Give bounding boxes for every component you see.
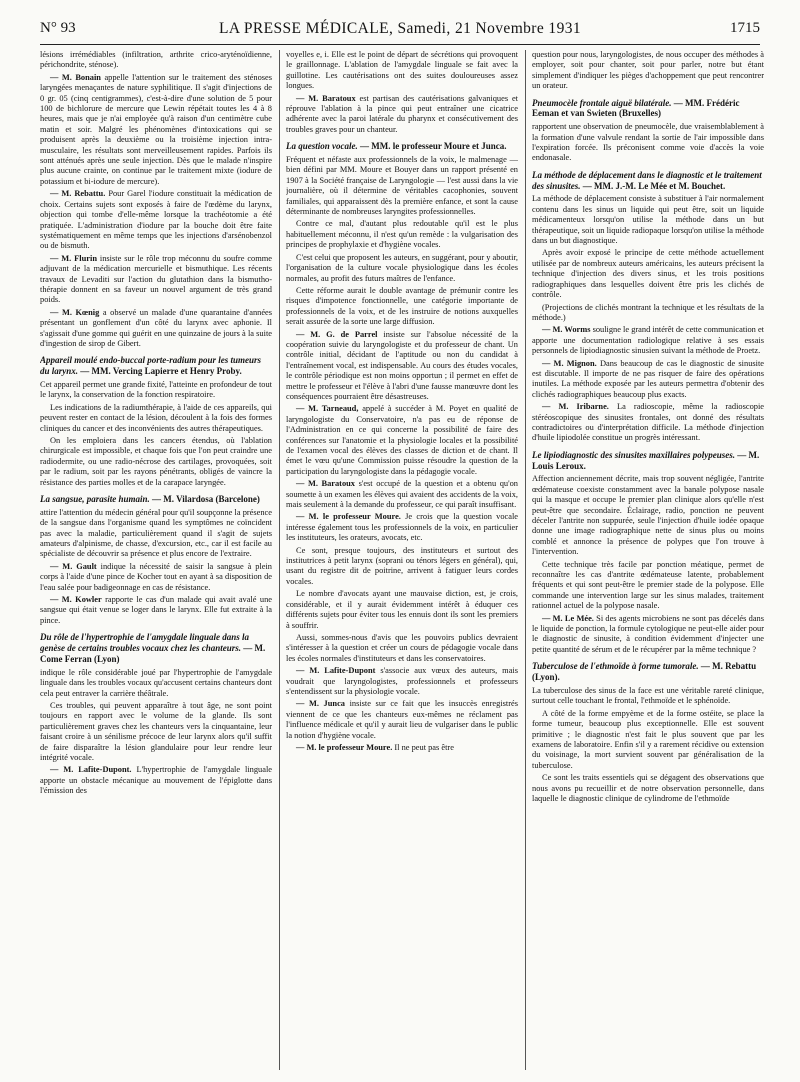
paragraph	[532, 773, 764, 804]
paragraph-text: rapporte le cas d'un malade qui avait avalé une sangsue qui était venue se loger dans le larynx. Elle fut extraite à la pince.	[40, 595, 272, 625]
speaker-name: — M. Rebattu.	[50, 189, 106, 199]
paragraph-text: L'hypertrophie de l'amygdale linguale apporte un obstacle mécanique au mouvement de l'épiglotte dans l'émission des	[40, 765, 272, 796]
section-title: La question vocale.	[286, 141, 358, 152]
paragraph	[286, 155, 518, 217]
paragraph-text: insiste sur le rôle trop méconnu du soufre comme adjuvant de la médication mercurielle et bismuthique. Les récents travaux de Levaditi sur l'action du glutathion dans la bismutho-thérapie donnent en sa faveur un nouvel argument de très grand poids.	[40, 253, 272, 305]
paragraph-text: Si des agents microbiens ne sont pas décelés dans le liquide de ponction, la formule cytologique ne peut-elle aider pour le diagnostic de sinusite, à condition évidemment d'injecter une petite quantité de sérum et de le récupérer par la même technique ?	[532, 613, 764, 654]
paragraph-text: Cette réforme aurait le double avantage de prémunir contre les risques d'impotence fonctionnelle, une catégorie importante de professionnels de la voix, et de les instruire de notions auxquelles serait assurée de la sorte une large diffusion.	[286, 285, 518, 327]
speaker-name: — M. Baratoux	[296, 479, 355, 489]
paragraph-text: Affection anciennement décrite, mais trop souvent négligée, l'antrite œdémateuse coexiste constamment avec la banale polypose nasale qui la masque et occupe le premier plan clinique alors qu'elle n'est peut-être que secondaire. Éclairage, radio, ponction ne peuvent déceler l'antrite non suppurée, seule l'injection d'huile iodée opaque donne une image radiographique nette de sinus plus ou moins comblé et annonce la présence de polypes que l'on trouve à l'intervention.	[532, 474, 764, 557]
section-title: Le lipiodiagnostic des sinusites maxillaires polypeuses.	[532, 449, 736, 460]
paragraph-text: Fréquent et néfaste aux professionnels de la voix, le malmenage — bien défini par MM. Moure et Bouyer dans un rapport présenté en 1907 à la Société française de Laryngologie — l'est aussi dans la vie journalière, où il détermine de véritables cacophonies, souvent familiales, qui apparaissent dès la première enfance, et sont la cause déterminante de nombreuses laryngites professionnelles.	[286, 155, 518, 217]
paragraph-text: insiste sur ce fait que les insuccès enregistrés viennent de ce que les chanteurs eux-mêmes ne réclament pas l'influence médicale et qu'il y aurait lieu de vulgariser dans le public la notion d'hygiène vocale.	[286, 699, 518, 740]
paragraph-text: Contre ce mal, d'autant plus redoutable qu'il est le plus habituellement méconnu, il n'est qu'un remède : la vulgarisation des principes de prophylaxie et d'hygiène vocales.	[286, 219, 518, 250]
paragraph-text: Aussi, sommes-nous d'avis que les pouvoirs publics devraient s'intéresser à la question et créer un cours de pédagogie vocale dans les écoles normales d'instituteurs et dans les conservatoires.	[286, 632, 518, 663]
paragraph	[532, 359, 764, 401]
paragraph	[532, 303, 764, 324]
paragraph	[40, 668, 272, 699]
paragraph	[40, 562, 272, 593]
text-column-3	[532, 50, 764, 1070]
speaker-name: — M. Gault	[50, 561, 97, 571]
paragraph	[40, 73, 272, 187]
paragraph-text: voyelles e, i. Elle est le point de départ de sécrétions qui provoquent le graillonnage. L'ablation de l'amygdale linguale se fait avec la guillotine. Les cautérisations ont des suites douloureuses assez longues.	[286, 50, 518, 91]
paragraph	[286, 219, 518, 250]
paragraph	[40, 50, 272, 71]
section-heading	[40, 632, 272, 664]
paragraph-text: appelle l'attention sur le traitement des sténoses laryngées menaçantes de nature syphilitique. Il s'agit d'injections de 0 gr. 05 (cinq centigrammes), c'est-à-dire d'une solution de 5 pour 100 de bichlorure de mercure que Lewin répétait toutes les 4 à 8 heures, mais que je n'ai employée qu'à raison d'un centimètre cube matin et soir. Malgré les phénomènes d'intoxications qui se produisent après la deuxième ou la troisième injection intra-musculaire, les résultats sont merveilleusement rapides. Parfois ils sont atténués après une seule injection. Dès que le malade n'inspire plus aucune crainte, on continue par le traitement mixte (iodure de potassium et bi-iodure de mercure).	[40, 72, 272, 186]
speaker-name: — M. le professeur Moure.	[296, 512, 401, 522]
paragraph-text: attire l'attention du médecin général pour qu'il soupçonne la présence de la sangsue dans l'organisme quand les symptômes ne coïncident pas avec la maladie, particulièrement quand il s'agit de sujets amateurs d'alpinisme, de chasse, d'excursion, etc., car il est facile au spécialiste de découvrir sa présence et plus encore de l'extraire.	[40, 507, 272, 559]
column-divider	[279, 50, 280, 1070]
section-authors: — M. Rebattu (Lyon).	[532, 661, 757, 683]
section-heading	[532, 661, 764, 683]
paragraph-text: C'est celui que proposent les auteurs, en suggérant, pour y aboutir, l'organisation de la culture vocale physiologique dans les écoles normales, au profit des futurs maîtres de l'enfance.	[286, 252, 518, 283]
section-title: La méthode de déplacement dans le diagnostic et le traitement des sinusites.	[532, 169, 762, 191]
paragraph-text: Cet appareil permet une grande fixité, l'atteinte en profondeur de tout le larynx, la conservation de la fonction respiratoire.	[40, 379, 272, 400]
paragraph	[532, 122, 764, 164]
paragraph-text: s'associe aux vœux des auteurs, mais voudrait que laryngologistes, professionnels et professeurs s'entendissent sur la physiologie vocale.	[286, 666, 518, 696]
speaker-name: — M. Le Mée.	[542, 613, 594, 623]
section-heading	[532, 98, 764, 120]
paragraph-text: (Projections de clichés montrant la technique et les résultats de la méthode.)	[532, 302, 764, 322]
paragraph	[286, 404, 518, 477]
paragraph-text: indique la nécessité de saisir la sangsue à plein corps à l'aide d'une pince de Kocher tout en ayant à sa disposition de l'eau salée pour badigeonnage en cas de résistance.	[40, 561, 272, 592]
page-number: 1715	[730, 20, 760, 36]
paragraph	[40, 403, 272, 434]
paragraph	[286, 633, 518, 664]
text-column-1	[40, 50, 272, 1070]
paragraph-text: Ce sont, presque toujours, des instituteurs et surtout des institutrices à petit larynx (soprani ou ténors légers en général), qui, usant du registre dit de poitrine, arrivent à fatiguer leurs cordes vocales.	[286, 545, 518, 586]
paragraph	[286, 589, 518, 631]
speaker-name: — M. Kœnig	[50, 307, 100, 317]
paragraph-text: est partisan des cautérisations galvaniques et réprouve l'ablation à la pince qui peut entraîner une cicatrice adhérente avec la paroi latérale du pharynx et consécutivement des troubles graves pour un chanteur.	[286, 93, 518, 134]
speaker-name: — M. Junca	[296, 699, 345, 709]
paragraph	[286, 286, 518, 328]
paragraph-text: A côté de la forme empyème et de la forme ostéite, se place la forme tumeur, beaucoup plus exceptionnelle. Elle est souvent primitive ; le diagnostic n'est fait le plus souvent que par les examens de laboratoire. Enfin s'il y a rarement récidive ou extension du voisinage, la mort survient souvent par généralisation de la tuberculose.	[532, 708, 764, 770]
paragraph	[532, 474, 764, 557]
paragraph	[40, 508, 272, 560]
paragraph	[532, 248, 764, 300]
paragraph-text: insiste sur l'absolue nécessité de la coopération suivie du laryngologiste et du professeur de chant. Un contrôle initial, décidant de l'aptitude ou non du candidat à l'entraînement vocal, est indispensable. Au cours des études vocales, le contrôle périodique est non moins opportun ; il permet en effet de mettre le professeur et l'élève à l'abri d'une fausse manœuvre dont les conséquences pourraient être désastreuses.	[286, 329, 518, 401]
paragraph-text: On les emploiera dans les cancers étendus, où l'ablation chirurgicale est impossible, et chaque fois que l'on peut craindre une radiodermite, ou une radio-nécrose des cartilages, provoquées, soit par le radium, soit par les rayons pénétrants, obligés de vaincre la résistance des parties molles et de la carapace laryngée.	[40, 436, 272, 487]
section-title: Pneumocèle frontale aiguë bilatérale.	[532, 97, 672, 108]
paragraph-text: Je crois que la question vocale intéresse également tous les professionnels de la voix, en particulier les instituteurs, les orateurs, avocats, etc.	[286, 512, 518, 543]
paragraph-text: indique le rôle considérable joué par l'hypertrophie de l'amygdale linguale dans les troubles vocaux qu'accusent certains chanteurs dont cela peut entraver la carrière théâtrale.	[40, 667, 272, 698]
section-title: Du rôle de l'hypertrophie de l'amygdale linguale dans la genèse de certains troubles vocaux chez les chanteurs.	[40, 632, 249, 654]
speaker-name: — M. G. de Parrel	[296, 329, 378, 339]
paragraph	[532, 709, 764, 771]
speaker-name: — M. Lafite-Dupont.	[50, 765, 132, 775]
paragraph-text: question pour nous, laryngologistes, de nous occuper des méthodes à employer, soit pour chanter, soit pour parler, notre but étant simplement d'indiquer les pièges d'achoppement que peut rencontrer un orateur.	[532, 50, 764, 91]
paragraph-text: La méthode de déplacement consiste à substituer à l'air normalement contenu dans les sinus un liquide qui peut être, soit un liquide médicamenteux lorsqu'on utilise la méthode dans un but thérapeutique, soit un liquide radiopaque lorsqu'on utilise la méthode dans un but diagnostique.	[532, 194, 764, 246]
paragraph	[40, 189, 272, 251]
section-title: Tuberculose de l'ethmoïde à forme tumorale.	[532, 661, 699, 672]
text-column-2	[286, 50, 518, 1070]
speaker-name: — M. le professeur Moure.	[296, 742, 393, 752]
section-authors: — MM. Vercing Lapierre et Henry Proby.	[80, 366, 242, 377]
paragraph	[40, 595, 272, 626]
paragraph	[532, 402, 764, 444]
section-heading	[40, 355, 272, 377]
paragraph-text: Après avoir exposé le principe de cette méthode actuellement utilisée par de nombreux auteurs américains, les auteurs précisent la technique d'injection des divers sinus, et les trois positions radiographiques dans lesquelles doivent être pris les clichés de contrôle.	[532, 248, 764, 300]
paragraph	[40, 436, 272, 488]
paragraph-text: appelé à succéder à M. Poyet en qualité de laryngologiste du Conservatoire, n'a pas eu de réponse de l'Administration en ce qui concerne la possibilité de faire des conférences sur l'anatomie et la physiologie locales et la possibilité de l'examen vocal des élèves des classes de diction et de chant. Il émet le vœu qu'une Commission puisse résoudre la question de la participation du laryngologiste dans la pédagogie vocale.	[286, 404, 518, 476]
paragraph-text: souligne le grand intérêt de cette communication et apporte une documentation radiologique relative à ses essais personnels de lipiodiagnostic sinusien suivant la méthode de Proetz.	[532, 325, 764, 356]
speaker-name: — M. Mignon.	[542, 358, 597, 368]
section-authors: — MM. Frédéric Eeman et van Swieten (Bruxelles)	[532, 97, 740, 119]
paragraph	[40, 380, 272, 401]
section-heading	[532, 170, 764, 192]
paragraph-text: Cette technique très facile par ponction méatique, permet de reconnaître les cas d'antrite œdémateuse latente, probablement fréquents et qui sont peut-être le premier stade de la polypose. Elle commande une intervention large sur les sinus malades, traitement rationnel actuel de la polypose nasale.	[532, 559, 764, 611]
paragraph	[286, 666, 518, 697]
speaker-name: — M. Iribarne.	[542, 402, 609, 412]
paragraph	[532, 560, 764, 612]
speaker-name: — M. Worms	[542, 325, 591, 335]
paragraph-text: Les indications de la radiumthérapie, à l'aide de ces appareils, qui peuvent rester en contact de la lésion, découlent à la fois des formes cliniques du cancer et des inconvénients des autres thérapeutiques.	[40, 402, 272, 433]
paragraph	[40, 308, 272, 350]
section-title: La sangsue, parasite humain.	[40, 494, 150, 505]
section-authors: — MM. le professeur Moure et Junca.	[360, 141, 507, 152]
page-header	[40, 18, 760, 45]
paragraph	[286, 253, 518, 284]
paragraph-text: lésions irrémédiables (infiltration, arthrite crico-aryténoïdienne, périchondrite, sténose).	[40, 50, 272, 70]
section-authors: — MM. J.-M. Le Mée et M. Bouchet.	[582, 180, 726, 191]
paragraph-text: Ce sont les traits essentiels qui se dégagent des observations que nous avons pu recueillir et de notre observation personnelle, dans laquelle le diagnostic clinique de cylindrome de l'ethmoïde	[532, 773, 764, 803]
paragraph	[286, 94, 518, 136]
paragraph	[532, 686, 764, 707]
publication-title: LA PRESSE MÉDICALE, Samedi, 21 Novembre 1931	[218, 20, 582, 37]
paragraph	[286, 546, 518, 588]
speaker-name: — M. Kowler	[50, 595, 102, 605]
paragraph	[40, 765, 272, 796]
paragraph-text: a observé un malade d'une quarantaine d'années présentant un gonflement d'un côté du larynx avec aphonie. Il s'agissait d'une gomme qui guérit en une quinzaine de jours à la suite d'ingestion de sirop de Gibert.	[40, 307, 272, 348]
paragraph	[40, 701, 272, 763]
paragraph	[286, 743, 518, 753]
speaker-name: — M. Lafite-Dupont	[296, 666, 376, 676]
speaker-name: — M. Flurin	[50, 253, 97, 263]
paragraph-text: Il ne peut pas être	[394, 742, 454, 752]
paragraph-text: La tuberculose des sinus de la face est une véritable rareté clinique, surtout celle touchant le frontal, l'ethmoïde et le sphénoïde.	[532, 685, 764, 706]
speaker-name: — M. Tarneaud,	[296, 404, 359, 414]
paragraph	[286, 699, 518, 741]
paragraph-text: Pour Garel l'iodure constituait la médication de choix. Certains sujets sont exposés à faire de l'œdème du larynx, objection qui tombe d'elle-même lorsque la trachéotomie a été pratiquée. L'administration d'iodure par la bouche doit être faite systématiquement en même temps que les injections d'arsénobenzol ou de bismuth.	[40, 189, 272, 251]
section-title: Appareil moulé endo-buccal porte-radium pour les tumeurs du larynx.	[40, 355, 262, 377]
section-heading	[286, 141, 518, 152]
paragraph	[286, 330, 518, 403]
section-authors: — M. Louis Leroux.	[532, 449, 760, 471]
paragraph	[532, 614, 764, 656]
section-authors: — M. Vilardosa (Barcelone)	[152, 494, 260, 505]
speaker-name: — M. Bonain	[50, 72, 101, 82]
paragraph-text: Dans beaucoup de cas le diagnostic de sinusite est discutable. Il importe de ne pas risquer de faire des opérations inutiles. La méthode exposée par les auteurs permettra d'obtenir des clichés radiographiques beaucoup plus exacts.	[532, 358, 764, 399]
paragraph	[286, 479, 518, 510]
paragraph	[286, 512, 518, 543]
speaker-name: — M. Baratoux	[296, 93, 356, 103]
paragraph-text: s'est occupé de la question et a obtenu qu'on soumette à un examen les élèves qui avaient des accidents de la voix, mais seulement à la demande du professeur, ce qui paraît insuffisant.	[286, 479, 518, 510]
section-authors: — M. Come Ferran (Lyon)	[40, 643, 266, 664]
paragraph-text: rapportent une observation de pneumocèle, due vraisemblablement à la formation d'une valvule rendant la sortie de l'air impossible dans l'expiration forcée. Ils préconisent comme voie d'accès la voie endonasale.	[532, 122, 764, 163]
paragraph	[532, 50, 764, 92]
paragraph-text: Ces troubles, qui peuvent apparaître à tout âge, ne sont point toujours en rapport avec le volume de la glande. Ils sont particulièrement graves chez les chanteurs vers la cinquantaine, leur faisant croire à un sénilisme précoce de leur larynx alors qu'il suffit de faire disparaître la lésion glandulaire pour leur rendre leur intégrité vocale.	[40, 700, 272, 762]
paragraph	[40, 254, 272, 306]
section-heading	[532, 450, 764, 472]
paragraph	[532, 194, 764, 246]
paragraph	[532, 325, 764, 356]
section-heading	[40, 494, 272, 505]
paragraph-text: Le nombre d'avocats ayant une mauvaise diction, est, je crois, considérable, et il y aurait évidemment intérêt à éduquer ces différents sujets pour éviter tous les ennuis dont ils sont les premiers à souffrir.	[286, 589, 518, 630]
paragraph	[286, 50, 518, 92]
issue-number: N° 93	[40, 20, 76, 36]
paragraph-text: La radioscopie, même la radioscopie stéréoscopique des sinusites frontales, ont donné des résultats contradictoires ou d'interprétation difficile. La méthode d'injection d'huile lipiodolée constitue un progrès intéressant.	[532, 402, 764, 443]
column-divider	[525, 50, 526, 1070]
